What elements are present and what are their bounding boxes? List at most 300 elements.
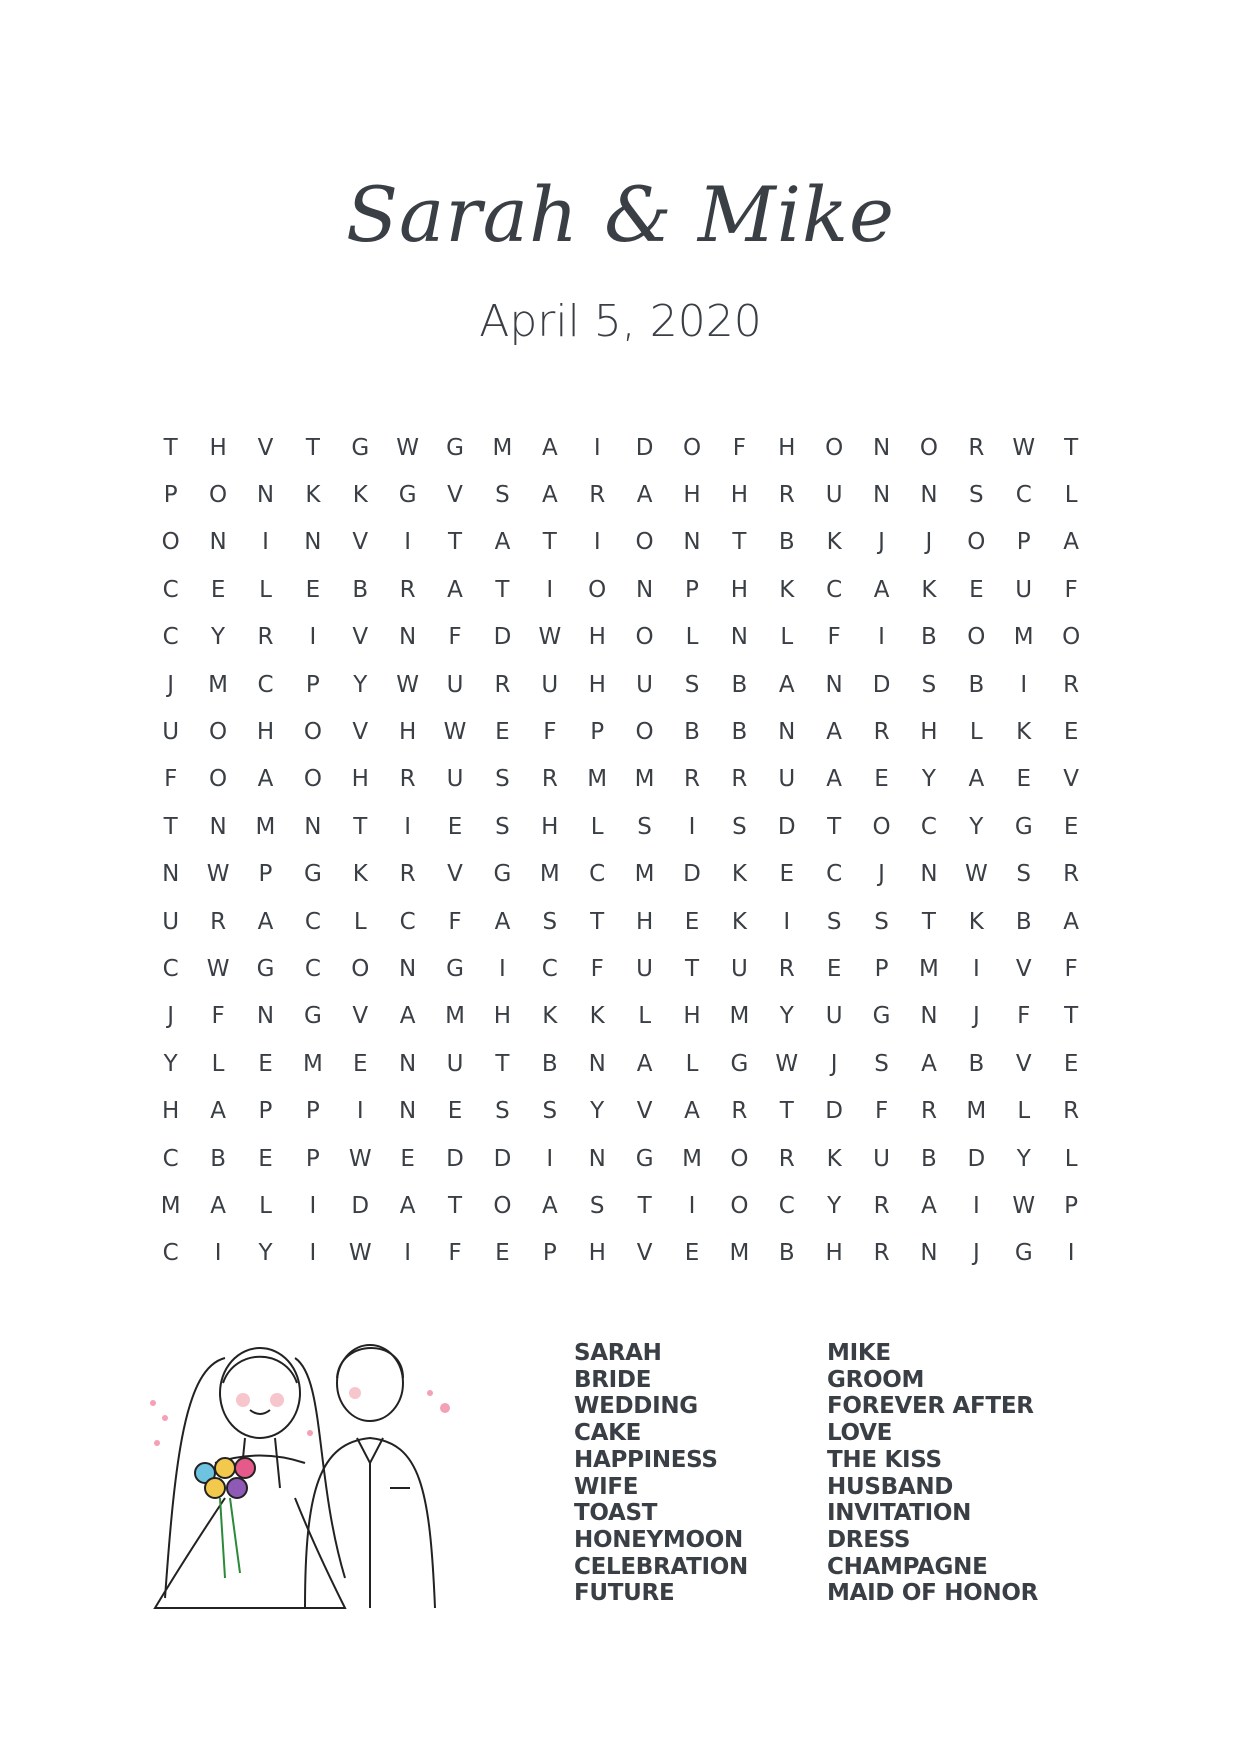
grid-letter: O [730,1192,749,1219]
grid-letter: A [684,1098,700,1125]
grid-letter: A [447,576,463,603]
grid-letter: T [1064,1003,1079,1030]
grid-letter: S [921,671,937,698]
grid-letter: T [448,1192,463,1219]
grid-letter: F [1017,1003,1031,1030]
grid-letter: O [351,955,370,982]
grid-letter: P [305,1145,320,1172]
grid-letter: P [305,671,320,698]
grid-letter: R [1063,861,1080,888]
grid-letter: R [399,766,416,793]
grid-letter: P [258,1098,273,1125]
grid-letter: T [684,955,700,982]
grid-letter: U [778,766,796,793]
grid-letter: U [636,955,654,982]
grid-letter: O [730,1145,749,1172]
grid-letter: H [778,434,796,461]
grid-letter: R [778,955,795,982]
grid-letter: G [256,955,275,982]
grid-letter: A [921,1192,937,1219]
grid-letter: O [493,1192,512,1219]
grid-letter: A [1063,529,1079,556]
word-list-right [827,1340,1038,1607]
grid-letter: F [827,624,841,651]
grid-letter: O [635,624,654,651]
word-search-grid [147,424,1095,1277]
grid-letter: K [542,1003,558,1030]
grid-letter: F [543,719,557,746]
grid-letter: Y [258,1240,273,1267]
grid-letter: V [447,482,463,509]
grid-letter: C [257,671,274,698]
grid-letter: Y [969,813,984,840]
grid-letter: U [446,766,464,793]
grid-letter: N [399,1050,417,1077]
grid-letter: B [731,719,748,746]
grid-letter: L [259,576,272,603]
grid-letter: I [356,1098,364,1125]
grid-letter: G [493,861,512,888]
grid-letter: B [684,719,700,746]
grid-letter: I [404,1240,412,1267]
grid-letter: A [1063,908,1079,935]
grid-letter: N [635,576,654,603]
grid-letter: P [163,482,178,509]
grid-letter: J [830,1050,838,1077]
grid-letter: Y [353,671,368,698]
grid-letter: W [1012,1192,1036,1219]
grid-letter: O [635,719,654,746]
grid-letter: U [825,482,843,509]
grid-letter: M [587,766,608,793]
grid-letter: O [303,766,322,793]
grid-letter: J [878,529,885,556]
word-list-item: HUSBAND [827,1473,954,1500]
grid-letter: L [685,624,699,651]
grid-letter: V [352,1003,369,1030]
grid-letter: A [873,576,890,603]
grid-letter: E [352,1050,368,1077]
grid-letter: M [492,434,513,461]
word-list-item: CHAMPAGNE [827,1553,988,1580]
grid-letter: N [872,434,891,461]
word-list-item: CAKE [574,1420,642,1447]
grid-letter: H [920,719,938,746]
grid-letter: V [636,1240,653,1267]
grid-letter: T [542,529,557,556]
grid-letter: I [972,1192,980,1219]
grid-letter: R [399,576,416,603]
grid-letter: A [541,434,558,461]
grid-letter: Y [1016,1145,1031,1172]
grid-letter: I [262,529,269,556]
grid-letter: U [446,1050,464,1077]
grid-letter: O [209,766,228,793]
grid-letter: K [305,482,321,509]
grid-letter: N [304,813,322,840]
grid-letter: O [872,813,891,840]
grid-letter: D [446,1145,464,1172]
grid-letter: D [493,624,512,651]
grid-letter: Y [590,1098,605,1125]
grid-letter: B [778,1240,795,1267]
grid-letter: O [967,624,986,651]
grid-letter: K [921,576,937,603]
grid-letter: S [637,813,652,840]
grid-letter: E [447,1098,463,1125]
grid-letter: I [214,1240,222,1267]
grid-letter: D [825,1098,844,1125]
grid-letter: L [259,1192,272,1219]
grid-letter: S [542,1098,558,1125]
grid-letter: I [972,955,980,982]
grid-letter: D [493,1145,512,1172]
grid-letter: H [730,482,749,509]
grid-letter: L [211,1050,225,1077]
grid-letter: R [684,766,700,793]
grid-letter: T [305,434,320,461]
grid-letter: O [682,434,702,461]
grid-letter: I [404,813,412,840]
grid-letter: C [920,813,937,840]
grid-letter: D [872,671,891,698]
grid-letter: P [874,955,889,982]
grid-letter: I [688,1192,696,1219]
grid-letter: R [1063,671,1080,698]
word-list-item: MIKE [827,1340,891,1366]
grid-letter: G [1014,1240,1033,1267]
grid-letter: H [162,1098,180,1125]
grid-letter: E [1016,766,1031,793]
grid-letter: B [921,1145,937,1172]
grid-letter: C [541,955,558,982]
grid-letter: I [309,1192,317,1219]
grid-letter: F [874,1098,889,1125]
word-list-item: HONEYMOON [574,1526,743,1553]
grid-letter: T [921,908,936,935]
grid-letter: N [399,955,417,982]
grid-letter: N [256,482,275,509]
grid-letter: T [495,1050,510,1077]
grid-letter: M [302,1050,323,1077]
grid-letter: H [588,624,606,651]
grid-letter: E [1063,813,1079,840]
grid-letter: N [920,1240,938,1267]
grid-letter: S [874,908,889,935]
grid-letter: A [541,482,558,509]
grid-letter: K [352,861,368,888]
grid-letter: R [920,1098,937,1125]
grid-letter: I [593,529,601,556]
grid-letter: M [919,955,939,982]
grid-letter: S [589,1192,605,1219]
grid-letter: U [162,908,180,935]
grid-letter: I [593,434,601,461]
grid-letter: A [210,1098,226,1125]
grid-letter: D [777,813,796,840]
grid-letter: Y [211,624,226,651]
grid-letter: R [1063,1098,1080,1125]
grid-letter: V [1015,955,1032,982]
grid-letter: W [775,1050,799,1077]
grid-letter: J [878,861,885,888]
grid-letter: I [309,624,317,651]
grid-letter: H [351,766,369,793]
grid-letter: B [731,671,748,698]
grid-letter: N [588,1050,606,1077]
grid-letter: R [731,1098,748,1125]
grid-letter: K [1016,719,1032,746]
grid-letter: V [352,529,369,556]
grid-letter: N [256,1003,275,1030]
grid-letter: I [878,624,885,651]
grid-letter: B [968,671,985,698]
grid-letter: J [972,1003,980,1030]
grid-letter: E [495,719,510,746]
grid-letter: U [636,671,654,698]
grid-letter: D [967,1145,986,1172]
grid-letter: C [826,576,843,603]
grid-letter: A [826,719,843,746]
grid-letter: W [348,1240,372,1267]
word-list-item: MAID OF HONOR [827,1580,1039,1607]
grid-letter: G [635,1145,654,1172]
grid-letter: N [304,529,322,556]
grid-letter: J [167,671,175,698]
word-list-item: WEDDING [574,1393,698,1420]
grid-letter: C [304,908,321,935]
grid-letter: M [539,861,560,888]
grid-letter: N [209,813,227,840]
grid-letter: F [164,766,178,793]
grid-letter: W [396,434,420,461]
grid-letter: T [1064,434,1079,461]
grid-letter: G [398,482,417,509]
grid-letter: T [163,434,178,461]
grid-letter: B [1015,908,1032,935]
word-list-item: FUTURE [574,1580,675,1607]
grid-letter: B [352,576,369,603]
grid-letter: S [495,766,510,793]
grid-letter: A [399,1003,416,1030]
grid-letter: H [825,1240,843,1267]
grid-letter: P [305,1098,320,1125]
grid-letter: H [541,813,559,840]
grid-letter: M [682,1145,702,1172]
grid-letter: O [919,434,938,461]
grid-letter: E [447,813,463,840]
word-list-item: TOAST [574,1500,658,1527]
grid-letter: W [348,1145,372,1172]
grid-letter: E [1063,1050,1079,1077]
grid-letter: P [1016,529,1031,556]
grid-letter: E [684,1240,700,1267]
grid-letter: Y [827,1192,842,1219]
grid-letter: M [966,1098,987,1125]
grid-letter: V [636,1098,653,1125]
grid-letter: A [257,766,274,793]
grid-letter: N [920,861,938,888]
grid-letter: M [160,1192,181,1219]
grid-letter: I [546,1145,554,1172]
grid-letter: Y [779,1003,794,1030]
grid-letter: I [1020,671,1028,698]
grid-letter: E [969,576,984,603]
grid-letter: O [588,576,607,603]
grid-letter: F [590,955,604,982]
grid-letter: A [636,1050,653,1077]
grid-letter: G [1014,813,1033,840]
grid-letter: M [729,1240,750,1267]
grid-letter: N [920,482,938,509]
grid-letter: T [827,813,842,840]
grid-letter: N [778,719,796,746]
couple-names-title: Sarah & Mike [345,170,896,259]
grid-letter: H [493,1003,512,1030]
grid-letter: R [494,671,511,698]
grid-letter: B [968,1050,985,1077]
grid-letter: M [634,861,655,888]
grid-letter: R [210,908,227,935]
grid-letter: B [778,529,795,556]
grid-letter: S [495,482,510,509]
grid-letter: H [730,576,749,603]
grid-letter: W [538,624,562,651]
word-list-item: HAPPINESS [574,1446,718,1473]
grid-letter: T [590,908,605,935]
grid-letter: L [638,1003,652,1030]
grid-letter: L [1064,1145,1078,1172]
grid-letter: K [731,861,747,888]
grid-letter: G [303,1003,322,1030]
grid-letter: U [730,955,748,982]
word-list-item: LOVE [827,1420,893,1447]
grid-letter: C [304,955,321,982]
grid-letter: E [684,908,700,935]
grid-letter: A [494,529,511,556]
word-list-item: FOREVER AFTER [827,1393,1034,1420]
grid-letter: V [447,861,463,888]
grid-letter: H [399,719,417,746]
grid-letter: U [1015,576,1033,603]
grid-letter: C [399,908,416,935]
grid-letter: W [206,861,230,888]
word-list-item: DRESS [827,1526,911,1553]
grid-letter: E [495,1240,510,1267]
grid-letter: E [305,576,321,603]
grid-letter: S [495,813,510,840]
grid-letter: F [1064,955,1078,982]
grid-letter: H [683,1003,701,1030]
grid-letter: N [209,529,227,556]
grid-letter: J [972,1240,980,1267]
grid-letter: C [589,861,606,888]
grid-letter: Y [163,1050,178,1077]
grid-letter: C [162,1240,179,1267]
grid-letter: S [826,908,842,935]
grid-letter: H [635,908,654,935]
grid-letter: I [783,908,791,935]
grid-letter: S [969,482,984,509]
grid-letter: M [634,766,655,793]
grid-letter: T [732,529,747,556]
word-list-item: CELEBRATION [574,1553,748,1580]
grid-letter: W [206,955,230,982]
grid-letter: H [683,482,701,509]
grid-letter: W [443,719,467,746]
grid-letter: P [258,861,273,888]
grid-letter: V [1015,1050,1032,1077]
grid-letter: U [541,671,559,698]
grid-letter: E [258,1050,273,1077]
grid-letter: E [400,1145,415,1172]
grid-letter: T [779,1098,794,1125]
grid-letter: O [967,529,986,556]
grid-letter: P [685,576,699,603]
grid-letter: N [588,1145,606,1172]
grid-letter: S [542,908,558,935]
grid-letter: S [874,1050,889,1077]
grid-letter: M [255,813,276,840]
word-list-item: BRIDE [574,1366,652,1393]
grid-letter: N [730,624,748,651]
grid-letter: K [731,908,747,935]
grid-letter: P [542,1240,557,1267]
grid-letter: S [684,671,700,698]
grid-letter: O [209,482,228,509]
grid-letter: S [732,813,747,840]
grid-letter: G [872,1003,891,1030]
grid-letter: E [210,576,226,603]
grid-letter: T [495,576,510,603]
grid-letter: Y [921,766,936,793]
grid-letter: D [351,1192,370,1219]
word-list-item: INVITATION [827,1500,972,1527]
bride-figure [155,1348,345,1608]
grid-letter: I [309,1240,317,1267]
grid-letter: A [210,1192,226,1219]
grid-letter: R [589,482,606,509]
grid-letter: S [495,1098,510,1125]
grid-letter: U [873,1145,890,1172]
grid-letter: U [825,1003,843,1030]
grid-letter: G [303,861,322,888]
grid-letter: U [162,719,180,746]
grid-letter: E [258,1145,273,1172]
grid-letter: M [445,1003,465,1030]
grid-letter: K [826,529,842,556]
grid-letter: B [541,1050,558,1077]
grid-letter: L [1064,482,1078,509]
grid-letter: D [635,434,654,461]
grid-letter: R [873,1240,890,1267]
grid-letter: C [162,624,179,651]
grid-letter: R [873,1192,890,1219]
grid-letter: L [1017,1098,1031,1125]
grid-letter: C [778,1192,795,1219]
grid-letter: O [825,434,844,461]
grid-letter: N [162,861,180,888]
grid-letter: T [163,813,178,840]
grid-letter: L [780,624,794,651]
grid-letter: R [257,624,274,651]
grid-letter: T [637,1192,652,1219]
grid-letter: I [546,576,554,603]
grid-letter: J [167,1003,175,1030]
grid-letter: R [541,766,558,793]
grid-letter: L [969,719,983,746]
grid-letter: G [730,1050,749,1077]
